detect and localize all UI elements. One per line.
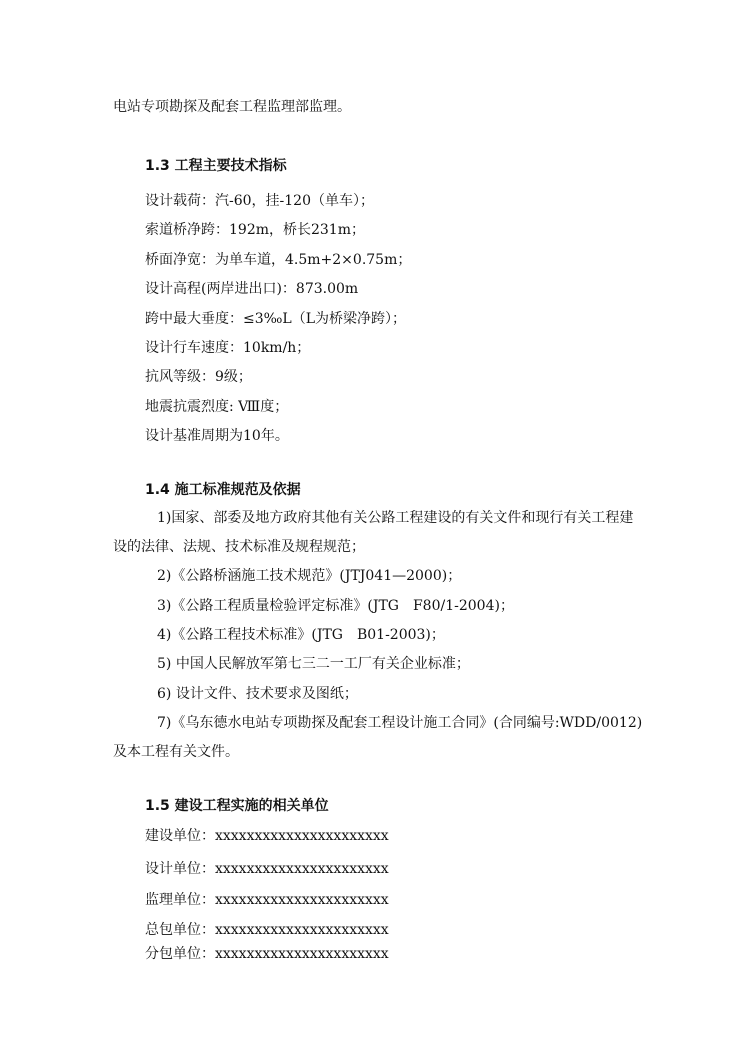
spec-design-speed: 设计行车速度：10km/h； [145, 340, 311, 356]
intro-tail-text: 电站专项勘探及配套工程监理部监理。 [113, 99, 351, 115]
unit-general-contractor: 总包单位：xxxxxxxxxxxxxxxxxxxxxx [145, 922, 389, 938]
basis-item-7-line-2: 及本工程有关文件。 [113, 744, 239, 760]
spec-max-sag: 跨中最大垂度：≤3‰L（L为桥梁净跨）； [145, 311, 407, 327]
spec-seismic-intensity: 地震抗震烈度: Ⅷ度； [145, 399, 289, 415]
spec-deck-width: 桥面净宽：为单车道，4.5m+2×0.75m； [145, 252, 412, 268]
basis-item-7-line-1: 7)《乌东德水电站专项勘探及配套工程设计施工合同》(合同编号:WDD/0012) [157, 715, 643, 731]
unit-supervisor: 监理单位：xxxxxxxxxxxxxxxxxxxxxx [145, 892, 389, 908]
spec-design-load: 设计载荷：汽-60，挂-120（单车）； [145, 193, 374, 209]
section-1-4-heading: 1.4 施工标准规范及依据 [145, 482, 301, 498]
unit-subcontractor: 分包单位：xxxxxxxxxxxxxxxxxxxxxx [145, 946, 389, 962]
basis-item-1-line-1: 1)国家、部委及地方政府其他有关公路工程建设的有关文件和现行有关工程建 [157, 510, 634, 526]
section-1-5-heading: 1.5 建设工程实施的相关单位 [145, 798, 329, 814]
unit-owner: 建设单位：xxxxxxxxxxxxxxxxxxxxxx [145, 828, 389, 844]
spec-design-elevation: 设计高程(两岸进出口)：873.00m [145, 281, 359, 297]
section-1-3-heading: 1.3 工程主要技术指标 [145, 158, 287, 174]
spec-wind-grade: 抗风等级：9级； [145, 369, 252, 385]
spec-clear-span: 索道桥净跨：192m，桥长231m； [145, 222, 365, 238]
unit-designer: 设计单位：xxxxxxxxxxxxxxxxxxxxxx [145, 861, 389, 877]
basis-item-5: 5) 中国人民解放军第七三二一工厂有关企业标准； [157, 656, 470, 672]
basis-item-6: 6) 设计文件、技术要求及图纸； [157, 686, 358, 702]
basis-item-4: 4)《公路工程技术标准》(JTG B01-2003)； [157, 627, 445, 643]
spec-design-period: 设计基准周期为10年。 [145, 428, 289, 444]
basis-item-1-line-2: 设的法律、法规、技术标准及规程规范； [113, 539, 365, 555]
basis-item-2: 2)《公路桥涵施工技术规范》(JTJ041—2000)； [157, 568, 462, 584]
basis-item-3: 3)《公路工程质量检验评定标准》(JTG F80/1-2004)； [157, 598, 514, 614]
